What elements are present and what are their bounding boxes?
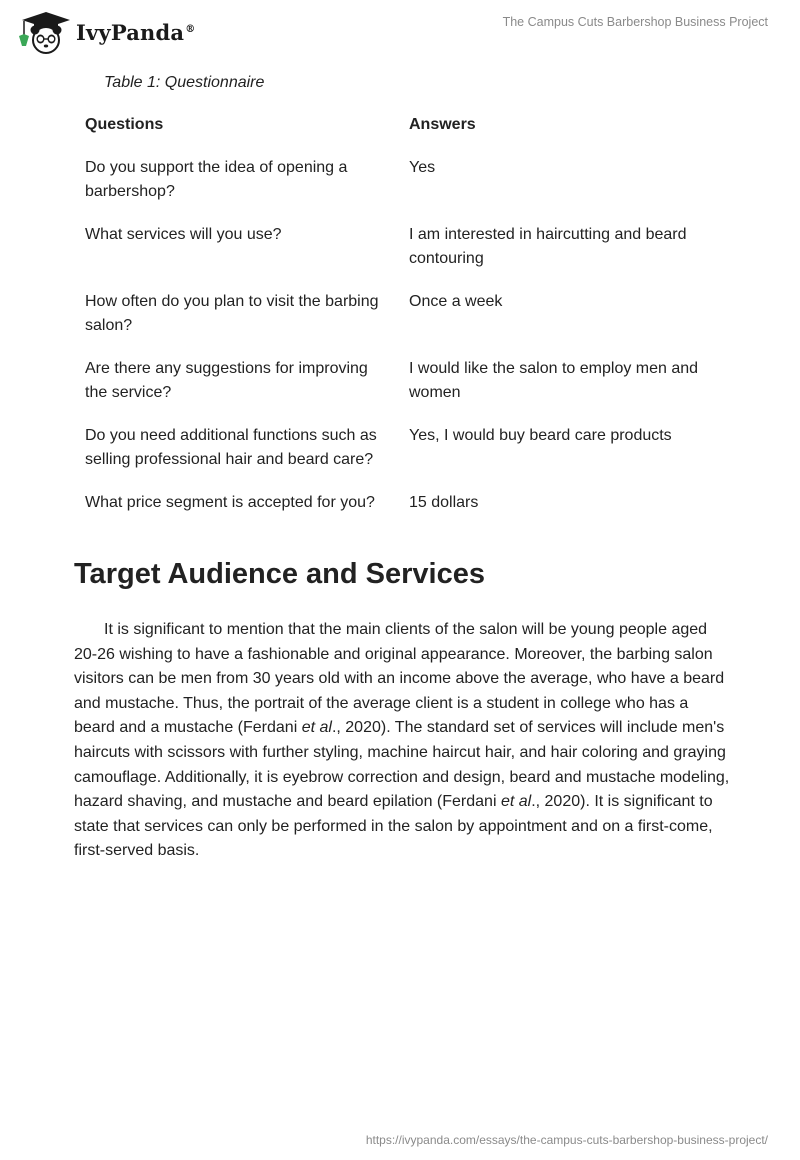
column-header-questions: Questions [85,116,164,133]
table-row [74,348,736,415]
body-paragraph: It is significant to mention that the main clients of the salon will be young people aged 20-26 wishing to have a fashionable and original appearance. Moreover, the barbing salon visitors can be men from 30 years old with an income above the average, who have a beard and mustache. Thus, the portrait of the average client is a student in college who has a beard and a mustache (Ferdani et al., 2020). The standard set of services will include men's haircuts with scissors with further styling, machine haircut hair, and hair coloring and graying camouflage. Additionally, it is eyebrow correction and design, beard and mustache modeling, hazard shaving, and mustache and beard epilation (Ferdani et al., 2020). It is significant to state that services can only be performed in the salon by appointment and on a first-come, first-served basis. [74,621,730,860]
logo[interactable] [16,10,195,54]
table-row [74,482,736,525]
answer-cell: Yes, I would buy beard care products [409,426,672,444]
table-header-row [74,104,736,147]
question-cell: Do you support the idea of opening a barbershop? [85,158,348,200]
document-title: The Campus Cuts Barbershop Business Project [502,15,768,29]
question-cell: How often do you plan to visit the barbing salon? [85,292,379,334]
table-row [74,214,736,281]
answer-cell: I am interested in haircutting and beard contouring [409,225,687,267]
answer-cell: I would like the salon to employ men and women [409,359,699,401]
section-heading: Target Audience and Services [74,558,485,590]
table-row [74,281,736,348]
question-cell: Are there any suggestions for improving the service? [85,359,368,401]
panda-graduate-icon [16,10,72,54]
et-al-citation: et al [301,719,332,737]
questionnaire-table [74,104,736,524]
table-row [74,415,736,482]
table-row [74,147,736,214]
question-cell: What services will you use? [85,225,282,243]
column-header-answers: Answers [409,116,476,133]
answer-cell: Once a week [409,292,503,310]
table-caption: Table 1: Questionnaire [104,74,265,91]
logo-text: IvyPanda® [76,19,196,45]
answer-cell: 15 dollars [409,493,479,511]
source-url-link[interactable]: https://ivypanda.com/essays/the-campus-cuts-barbershop-business-project/ [365,1133,768,1147]
et-al-citation: et al [500,793,532,811]
answer-cell: Yes [409,158,436,176]
question-cell: Do you need additional functions such as selling professional hair and beard care? [85,426,377,468]
question-cell: What price segment is accepted for you? [85,493,375,511]
